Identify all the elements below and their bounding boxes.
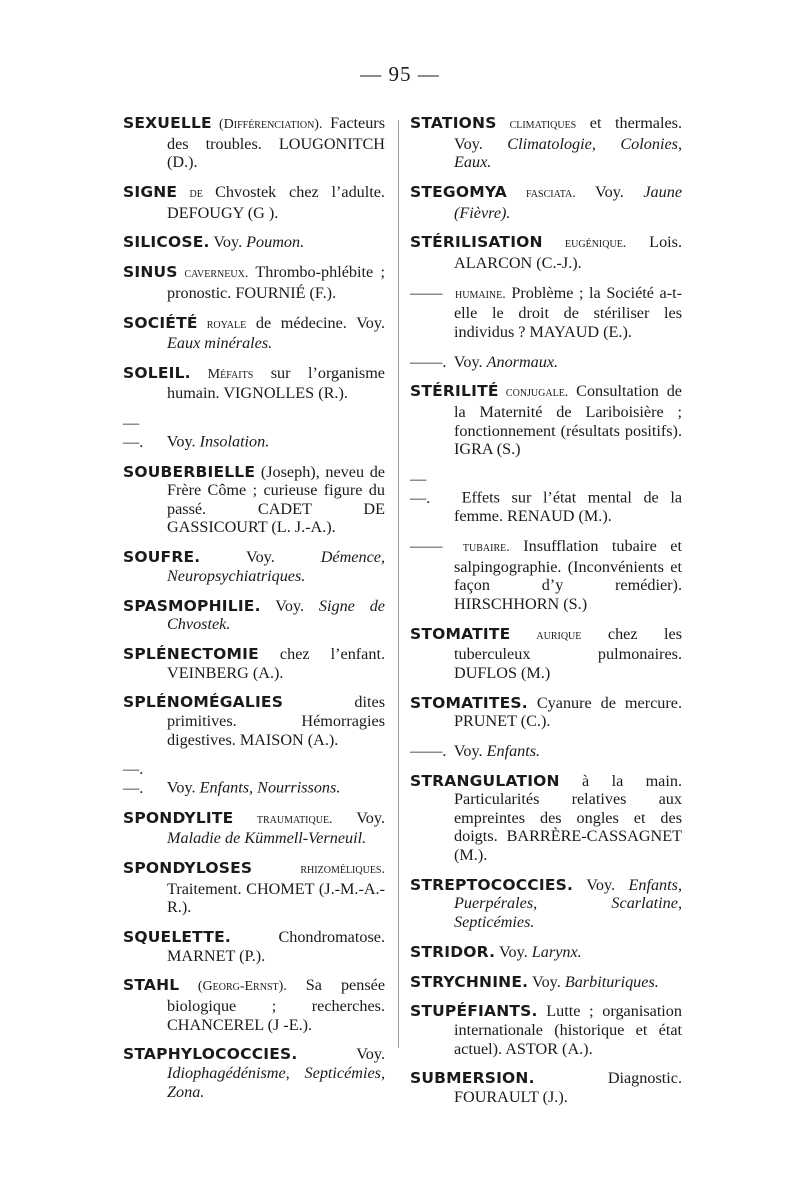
entry-qualifier: eugénique. [542,236,627,252]
entry-headword: SPLÉNOMÉGALIES [123,693,284,712]
entry-text: Voy. [163,778,200,797]
index-entry [410,1069,682,1106]
index-entry [410,284,682,342]
index-entry [123,463,385,537]
entry-text: Voy. [163,432,200,451]
index-entry [123,263,385,302]
entry-reference: Enfants. [486,741,541,760]
index-entry [123,183,385,222]
entry-text: Voy. [297,1045,385,1064]
entry-headword: SOUFRE. [123,548,201,567]
entry-text: chez l’enfant. VEINBERG (A.). [167,644,385,682]
entry-headword: SUBMERSION. [410,1069,535,1088]
entry-headword: SPONDYLITE [123,808,234,827]
entry-reference: Jaune (Fièvre). [454,182,683,222]
entry-text: Lutte ; organisation internationale (historique et état actuel). ASTOR (A.). [454,1002,682,1058]
entry-reference: Enfants, Puerpérales, Scarlatine, Septicémies. [454,875,682,932]
index-entry [123,1045,385,1101]
entry-headword: STOMATITE [410,624,511,643]
index-entry [123,233,385,252]
entry-headword: STAHL [123,976,180,995]
index-entry [410,876,682,932]
entry-text: Voy. [332,808,385,827]
entry-headword: STRANGULATION [410,771,560,790]
index-entry [123,314,385,353]
entry-qualifier: traumatique. [233,811,333,827]
entry-continuation-dash: —.—. [123,760,144,797]
entry-qualifier: de [177,185,216,201]
index-entry [410,742,682,761]
entry-reference: Enfants, Nourrissons. [199,778,341,797]
index-entry [123,760,385,797]
entry-text: Sa pensée biologique ; recherches. CHANCEREL (J -E.). [167,976,385,1034]
entry-text: Chvostek chez l’adulte. DEFOUGY (G ). [167,182,385,222]
column-divider [398,120,399,1048]
entry-text: Voy. [450,352,487,371]
entry-qualifier: tubaire. [450,540,510,555]
entry-headword: STAPHYLOCOCCIES. [123,1045,298,1064]
index-entry [410,183,682,222]
entry-continuation-dash: ——. [410,352,447,371]
entry-reference: Démence, Neuropsychiatriques. [167,548,385,585]
index-entry [410,470,682,526]
entry-text: Problème ; la Société a-t-elle le droit de stériliser les individus ? MAYAUD (E.). [454,283,683,341]
index-entry [123,645,385,682]
entry-headword: STOMATITES. [410,693,528,712]
entry-continuation-dash: — —. [410,470,431,507]
entry-text: (Joseph), neveu de Frère Côme ; curieuse figure du passé. CADET DE GASSICOURT (L. J.-A.). [167,462,385,537]
entry-text: Traitement. CHOMET (J.-M.-A.-R.). [167,879,385,917]
index-entry [410,973,682,992]
entry-text: Cyanure de mercure. PRUNET (C.). [454,693,682,731]
entry-reference: Idiophagédénisme, Septicémies, Zona. [167,1063,385,1101]
entry-qualifier: (Différenciation). [211,117,323,132]
entry-text: Voy. [528,972,565,991]
entry-text: et thermales. Voy. [454,114,682,153]
entry-text: Voy. [575,182,644,201]
index-entry [410,382,682,458]
entry-text: Voy. [209,233,247,252]
entry-reference: Anormaux. [486,352,559,371]
index-entry [410,625,682,683]
index-entry [410,114,682,172]
entry-headword: STEGOMYA [410,182,507,201]
entry-text: Voy. [495,942,532,961]
entry-reference: Maladie de Kümmell-Verneuil. [167,829,367,848]
index-entry [410,1002,682,1058]
entry-headword: SINUS [123,263,178,282]
entry-reference: Barbituriques. [564,972,659,991]
entry-qualifier: royale [197,316,247,332]
entry-text: de médecine. Voy. [246,313,385,332]
entry-qualifier: aurique [510,627,582,643]
index-entry [410,537,682,613]
entry-text: Effets sur l’état mental de la femme. RENAUD (M.). [450,488,682,526]
entry-headword: STRYCHNINE. [410,972,529,991]
entry-headword: SQUELETTE. [123,928,231,946]
index-entry [123,859,385,917]
entry-text: Insufflation tubaire et salpingographie. (Inconvénients et façon d’y remédier). HIRSCHHORN (S.) [454,537,682,613]
entry-headword: SOUBERBIELLE [123,462,256,481]
index-entry [410,694,682,731]
entry-qualifier: rhizoméliques. [252,862,385,878]
entry-text: Voy. [260,596,319,615]
index-entry [123,976,385,1034]
index-entry [123,114,385,172]
entry-continuation-dash: —— [410,283,443,302]
index-entry [410,772,682,865]
entry-reference: Insolation. [199,432,270,451]
entry-headword: STREPTOCOCCIES. [410,875,574,894]
entry-headword: SPLÉNECTOMIE [123,644,259,663]
entry-headword: SOLEIL. [123,363,191,382]
page-number: — 95 — [360,62,440,86]
entry-qualifier: caverneux. [177,266,249,282]
index-entry [123,414,385,451]
entry-reference: Signe de Chvostek. [167,596,385,634]
index-entry [410,233,682,272]
index-entry [123,548,385,585]
entry-headword: SPASMOPHILIE. [123,596,261,615]
entry-text: Facteurs des troubles. LOUGONITCH (D.). [167,114,385,172]
entry-qualifier: climatiques [496,117,577,132]
entry-text: Thrombo-phlébite ; pronostic. FOURNIÉ (F.). [167,263,385,302]
entry-text: Chondromatose. MARNET (P.). [167,928,385,965]
entry-reference: Climatologie, Colonies, Eaux. [454,134,682,172]
entry-headword: STATIONS [410,114,497,132]
right-column [410,114,682,1118]
index-entry [123,364,385,403]
index-entry [123,597,385,634]
entry-qualifier: Méfaits [190,366,254,382]
entry-reference: Larynx. [531,942,582,961]
entry-qualifier: fasciata. [506,185,576,201]
entry-text: Lois. ALARCON (C.-J.). [454,233,683,272]
entry-qualifier: conjugale. [498,385,569,401]
index-entry [123,693,385,749]
entry-text: chez les tuberculeux pulmonaires. DUFLOS (M.) [454,624,682,682]
entry-reference: Eaux minérales. [167,334,273,353]
entry-text: Diagnostic. FOURAULT (J.). [454,1069,682,1106]
entry-headword: SIGNE [123,182,178,201]
index-entry [123,809,385,848]
entry-text: Voy. [573,875,629,894]
entry-reference: Poumon. [246,233,305,252]
entry-text: Consultation de la Maternité de Lariboisière ; fonctionnement (résultats positifs). IGRA (S.) [454,382,682,459]
entry-headword: SPONDYLOSES [123,859,253,878]
entry-headword: SEXUELLE [123,114,212,132]
entry-text: sur l’organisme humain. VIGNOLLES (R.). [167,363,385,403]
entry-headword: STRIDOR. [410,942,496,961]
entry-qualifier: (Georg-Ernst). [179,979,287,995]
entry-continuation-dash: — —. [123,414,144,451]
entry-text: Voy. [450,741,487,760]
entry-headword: SILICOSE. [123,233,210,252]
entry-headword: STÉRILISATION [410,233,543,252]
entry-qualifier: humaine. [450,286,506,302]
index-entry [123,928,385,965]
left-column [123,114,385,1112]
entry-continuation-dash: ——. [410,741,447,760]
entry-text: Voy. [200,548,321,567]
index-entry [410,353,682,372]
entry-headword: SOCIÉTÉ [123,313,198,332]
entry-headword: STÉRILITÉ [410,382,499,401]
entry-text: à la main. Particularités relatives aux empreintes des ongles et des doigts. BARRÈRE-CASSAGNET (M.). [454,771,682,865]
entry-text: dites primitives. Hémorragies digestives. MAISON (A.). [167,693,385,749]
entry-continuation-dash: —— [410,537,443,555]
entry-headword: STUPÉFIANTS. [410,1002,538,1021]
index-entry [410,943,682,962]
